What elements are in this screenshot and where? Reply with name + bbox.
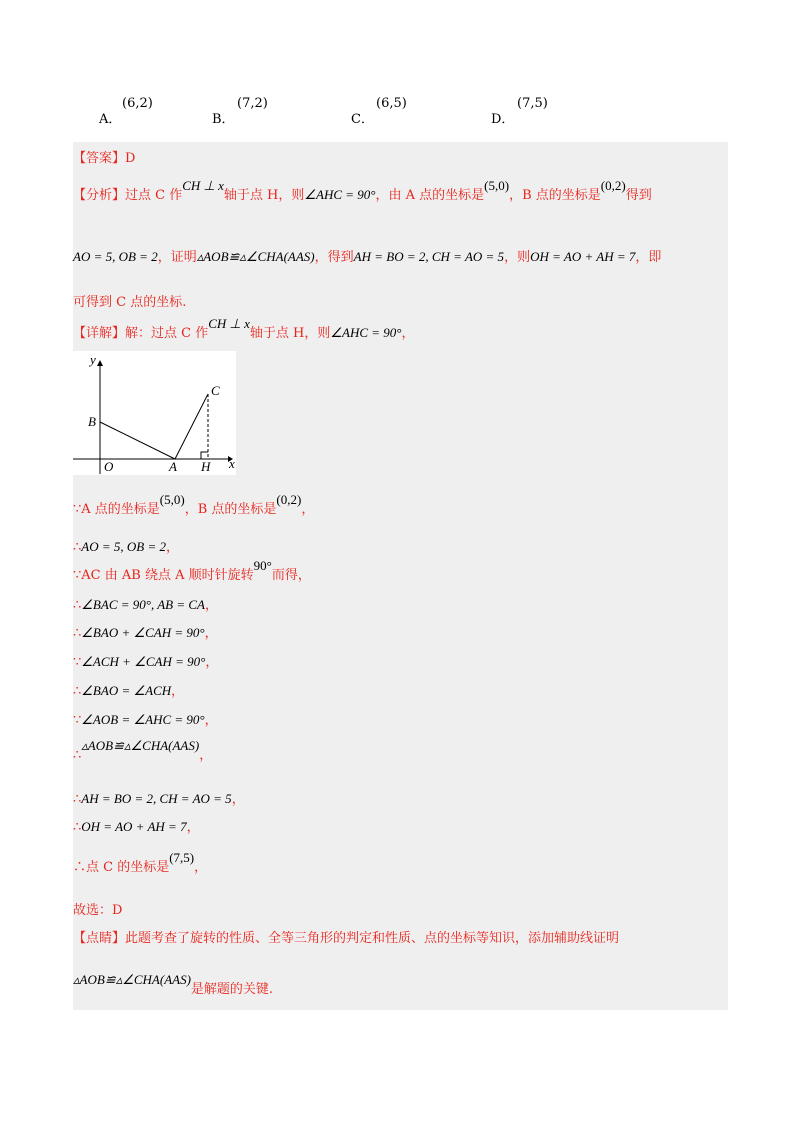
answer-text: D <box>125 151 136 166</box>
label-h: H <box>201 459 211 474</box>
answer-tag: 【答案】 <box>73 151 126 166</box>
step-math: ∠ACH + ∠CAH = 90° <box>81 654 206 669</box>
step-text: ∴点 C 的坐标是 <box>73 860 170 875</box>
analysis-line-1 <box>73 178 652 205</box>
analysis-line-2 <box>73 248 661 267</box>
step-math: OH = AO + AH = 7 <box>81 819 187 834</box>
solution-panel <box>73 142 728 1010</box>
y-axis-arrow <box>97 360 103 366</box>
comment-line-1 <box>73 930 619 948</box>
step-text: ， <box>205 655 219 670</box>
step-symbol: ∵ <box>73 713 82 728</box>
analysis-math: (5,0) <box>484 178 510 193</box>
step-symbol: ∴ <box>73 748 82 763</box>
comment-math: ▵AOB≌▵∠CHA(AAS) <box>73 972 191 987</box>
analysis-math: OH = AO + AH = 7 <box>530 249 636 264</box>
step-3 <box>73 558 311 585</box>
comment-tag: 【点睛】 <box>73 931 126 946</box>
step-math: ∠AOB = ∠AHC = 90° <box>81 712 205 727</box>
step-4 <box>73 596 218 615</box>
step-12 <box>73 850 208 877</box>
step-math: AH = BO = 2, CH = AO = 5 <box>81 791 232 806</box>
step-math: ∠BAO + ∠CAH = 90° <box>81 625 205 640</box>
option-c-label: C． <box>351 112 374 127</box>
step-symbol: ∴ <box>73 820 82 835</box>
step-math: ∠BAC = 90°, AB = CA <box>81 597 205 612</box>
step-text: ∵A 点的坐标是 <box>73 502 160 517</box>
step-math: ▵AOB≌▵∠CHA(AAS) <box>81 738 200 753</box>
label-a: A <box>169 459 177 474</box>
option-d-label: D． <box>491 112 515 127</box>
analysis-math: ∠AHC = 90° <box>304 187 376 202</box>
analysis-text: ，得到 <box>314 250 354 265</box>
step-text: ， <box>171 684 185 699</box>
analysis-text: 轴于点 H，则 <box>223 188 305 203</box>
step-10 <box>73 790 245 809</box>
step-1 <box>73 492 315 519</box>
analysis-text: 过点 C 作 <box>125 188 183 203</box>
label-b: B <box>88 414 96 429</box>
segment-ac <box>175 394 208 459</box>
analysis-math: CH ⊥ x <box>182 178 224 193</box>
label-y: y <box>90 352 96 367</box>
analysis-math: AO = 5, OB = 2 <box>73 249 158 264</box>
option-a-label: A． <box>99 112 122 127</box>
step-text: ， <box>204 626 218 641</box>
analysis-text: ，由 A 点的坐标是 <box>375 188 485 203</box>
detail-math: CH ⊥ x <box>208 316 250 331</box>
step-text: ∵AC 由 AB 绕点 A 顺时针旋转 <box>73 568 254 583</box>
step-text: ， <box>194 860 208 875</box>
step-math: (7,5) <box>169 850 195 865</box>
detail-text: 轴于点 H，则 <box>249 326 331 341</box>
analysis-text: ，B 点的坐标是 <box>509 188 601 203</box>
comment-text: 此题考查了旋转的性质、全等三角形的判定和性质、点的坐标等知识，添加辅助线证明 <box>125 931 620 946</box>
option-d-value: (7,5) <box>517 96 548 111</box>
step-math: AO = 5, OB = 2 <box>81 539 166 554</box>
step-symbol: ∴ <box>73 684 82 699</box>
analysis-math: ▵AOB≌▵∠CHA(AAS) <box>196 249 315 264</box>
step-symbol: ∴ <box>73 792 82 807</box>
option-a-value: (6,2) <box>122 96 153 111</box>
step-math: (5,0) <box>159 492 185 507</box>
detail-text: 解：过点 C 作 <box>125 326 209 341</box>
step-11 <box>73 818 200 837</box>
options-row <box>0 96 800 130</box>
option-b-value: (7,2) <box>237 96 268 111</box>
step-text: ， <box>231 792 245 807</box>
detail-line-1 <box>73 316 415 343</box>
analysis-math: AH = BO = 2, CH = AO = 5 <box>353 249 505 264</box>
analysis-text: ，即 <box>635 250 662 265</box>
analysis-line-3: 可得到 C 点的坐标. <box>73 295 187 310</box>
step-9 <box>73 738 213 765</box>
step-2 <box>73 538 179 557</box>
comment-text: 是解题的关键. <box>190 982 274 997</box>
step-8 <box>73 711 218 730</box>
label-c: C <box>211 383 220 398</box>
step-text: ， <box>165 540 179 555</box>
step-13: 故选：D <box>73 903 123 918</box>
analysis-text: 得到 <box>625 188 652 203</box>
detail-tag: 【详解】 <box>73 326 126 341</box>
segment-ba <box>100 422 175 459</box>
step-6 <box>73 653 218 672</box>
label-x: x <box>229 456 235 471</box>
step-text: ， <box>204 713 218 728</box>
option-c-value: (6,5) <box>376 96 407 111</box>
step-text: ，B 点的坐标是 <box>184 502 277 517</box>
comment-line-2 <box>73 972 274 999</box>
step-text: ， <box>199 748 213 763</box>
step-text: ， <box>205 598 219 613</box>
coordinate-figure <box>73 351 236 475</box>
detail-math: ∠AHC = 90° <box>330 325 402 340</box>
answer-line <box>73 150 135 168</box>
step-text: ， <box>186 820 200 835</box>
step-5 <box>73 624 218 643</box>
step-text: 而得， <box>271 568 311 583</box>
right-angle-mark <box>201 452 208 459</box>
step-symbol: ∴ <box>73 598 82 613</box>
step-symbol: ∴ <box>73 626 82 641</box>
label-o: O <box>104 459 114 474</box>
step-7 <box>73 682 184 701</box>
step-symbol: ∴ <box>73 540 82 555</box>
analysis-text: ，证明 <box>157 250 197 265</box>
option-b-label: B． <box>212 112 235 127</box>
step-symbol: ∵ <box>73 655 82 670</box>
step-math: ∠BAO = ∠ACH <box>81 683 172 698</box>
detail-text: ， <box>401 326 415 341</box>
analysis-text: ，则 <box>504 250 531 265</box>
figure-svg <box>73 351 236 475</box>
step-text: ， <box>301 502 315 517</box>
analysis-tag: 【分析】 <box>73 188 126 203</box>
analysis-math: (0,2) <box>600 178 626 193</box>
step-math: 90° <box>253 558 272 573</box>
step-math: (0,2) <box>276 492 302 507</box>
